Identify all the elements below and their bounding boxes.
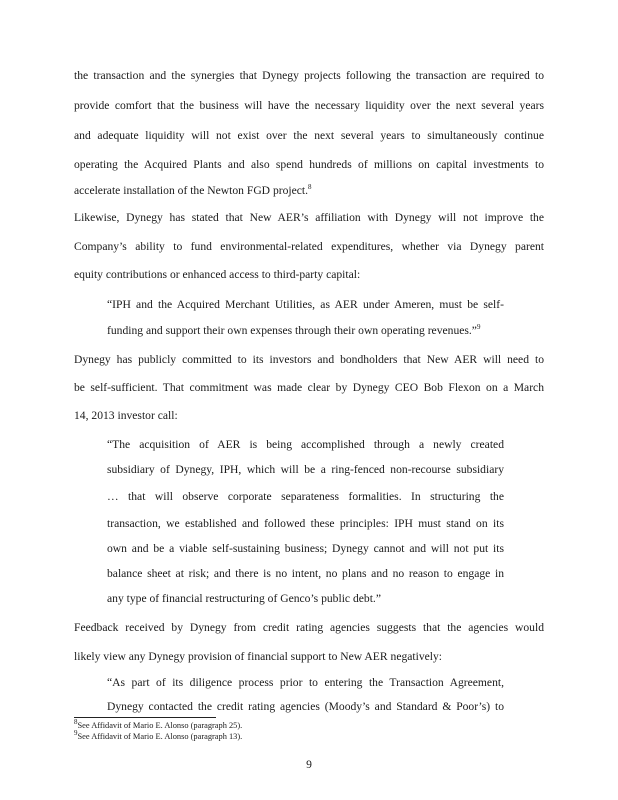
quote-line: any type of financial restructuring of Genco’s public debt.” [107,592,381,605]
footnote-separator [74,717,216,718]
footnote-number: 9 [74,729,78,738]
page-number: 9 [306,758,312,771]
body-line: likely view any Dynegy provision of financial support to New AER negatively: [74,650,443,663]
body-line: provide comfort that the business will have the necessary liquidity over the next several years [74,99,544,112]
footnote-number: 8 [74,718,78,727]
quote-line: “IPH and the Acquired Merchant Utilities, as AER under Ameren, must be self- [107,298,504,311]
body-line: operating the Acquired Plants and also spend hundreds of millions on capital investments to [74,158,544,171]
quote-line: funding and support their own expenses through their own operating revenues.”$^9$ [107,323,481,337]
quote-line: “As part of its diligence process prior to entering the Transaction Agreement, [107,676,504,689]
quote-line: transaction, we established and followed these principles: IPH must stand on its [107,517,504,530]
quote-line: Dynegy contacted the credit rating agencies (Moody’s and Standard & Poor’s) to [107,700,504,713]
footnote-ref: 9 [476,323,481,332]
body-line: Company’s ability to fund environmental-related expenditures, whether via Dynegy parent [74,240,544,253]
body-line: Dynegy has publicly committed to its investors and bondholders that New AER will need to [74,353,544,366]
body-line: Likewise, Dynegy has stated that New AER’s affiliation with Dynegy will not improve the [74,211,544,224]
body-line: Feedback received by Dynegy from credit rating agencies suggests that the agencies would [74,621,544,634]
quote-line: “The acquisition of AER is being accomplished through a newly created [107,438,504,451]
body-line: be self-sufficient. That commitment was made clear by Dynegy CEO Bob Flexon on a March [74,381,544,394]
quote-line: balance sheet at risk; and there is no intent, no plans and no reason to engage in [107,567,504,580]
body-line: accelerate installation of the Newton FGD project.$^8$ [74,183,312,197]
footnote-ref: 8 [308,183,312,192]
body-line: 14, 2013 investor call: [74,409,178,422]
footnote: $^9$See Affidavit of Mario E. Alonso (paragraph 13). [74,729,243,741]
quote-line: … that will observe corporate separateness formalities. In structuring the [107,490,504,503]
footnote: $^8$See Affidavit of Mario E. Alonso (paragraph 25). [74,718,243,730]
body-line: equity contributions or enhanced access to third-party capital: [74,268,361,281]
quote-line: subsidiary of Dynegy, IPH, which will be a ring-fenced non-recourse subsidiary [107,463,504,476]
body-line: and adequate liquidity will not exist over the next several years to simultaneously continue [74,129,544,142]
quote-line: own and be a viable self-sustaining business; Dynegy cannot and will not put its [107,542,504,555]
body-line: the transaction and the synergies that Dynegy projects following the transaction are required to [74,69,544,82]
